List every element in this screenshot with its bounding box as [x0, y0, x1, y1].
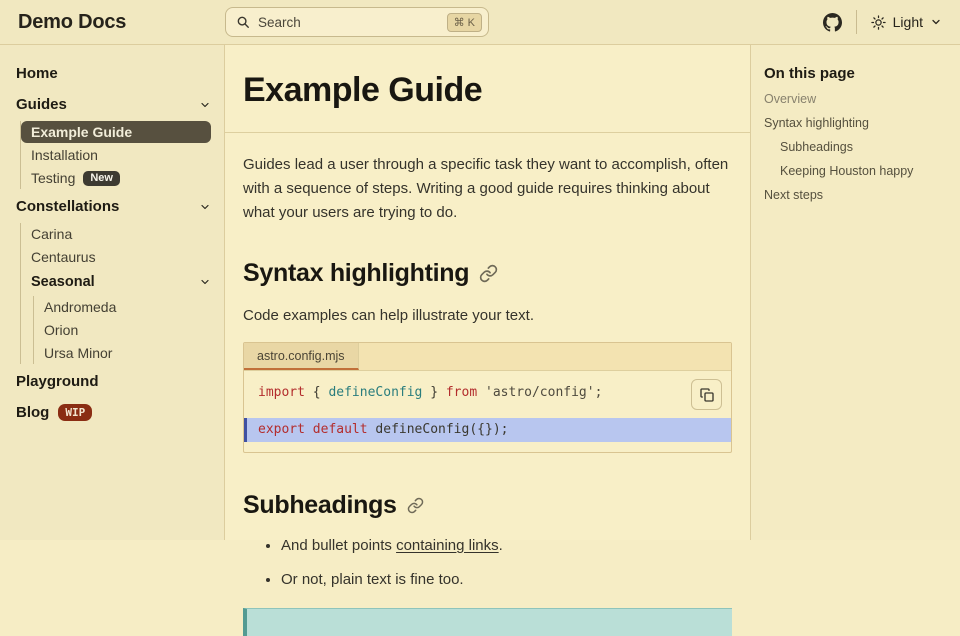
- section-heading-subheadings: [243, 491, 732, 520]
- sidebar-item-playground[interactable]: Playground: [16, 373, 99, 390]
- code-token: }: [422, 385, 446, 400]
- sidebar-item-blog[interactable]: [16, 398, 211, 427]
- note-callout-partial: [243, 608, 732, 636]
- sidebar-item-centaurus[interactable]: Centaurus: [31, 249, 96, 265]
- code-body: [244, 371, 731, 452]
- bullet-text: .: [498, 537, 503, 554]
- sidebar-group-label: Constellations: [16, 198, 120, 215]
- anchor-link-icon[interactable]: [407, 497, 424, 514]
- copy-code-button[interactable]: [691, 379, 722, 410]
- site-title[interactable]: Demo Docs: [18, 10, 127, 33]
- toc-item-overview[interactable]: Overview: [764, 92, 817, 106]
- code-block: [243, 342, 732, 453]
- chevron-down-icon: [199, 201, 211, 213]
- sidebar-item-label: Testing: [31, 170, 76, 186]
- code-token: 'astro/config';: [477, 385, 603, 400]
- sidebar-item-carina[interactable]: Carina: [31, 226, 73, 242]
- new-badge: New: [83, 171, 120, 186]
- code-tab-filename[interactable]: astro.config.mjs: [244, 343, 359, 370]
- intro-paragraph: Guides lead a user through a specific task they want to accomplish, often with a sequence of steps. Writing a good guide requires thinking about what your users are trying to do.: [243, 156, 729, 221]
- toc-item-syntax-highlighting[interactable]: Syntax highlighting: [764, 116, 869, 130]
- code-token: {: [304, 385, 329, 400]
- theme-label: Light: [892, 14, 923, 30]
- sidebar-group-guides-list: [20, 121, 211, 189]
- sidebar-group-guides[interactable]: [16, 90, 211, 119]
- header-divider: [856, 10, 857, 34]
- chevron-down-icon: [930, 16, 942, 28]
- search-placeholder: Search: [258, 14, 301, 30]
- code-line-3-highlighted: [244, 418, 731, 442]
- code-token: default: [312, 422, 368, 437]
- section-heading-syntax-highlighting: [243, 259, 732, 288]
- code-token: [305, 422, 313, 437]
- anchor-link-icon[interactable]: [479, 264, 498, 283]
- sidebar-group-label: Guides: [16, 96, 67, 113]
- chevron-down-icon: [199, 99, 211, 111]
- sidebar-item-orion[interactable]: Orion: [44, 322, 79, 338]
- section-heading-text: Syntax highlighting: [243, 259, 470, 287]
- toc-list: [764, 92, 948, 202]
- sidebar-item-example-guide[interactable]: Example Guide: [21, 121, 211, 143]
- sidebar-item-testing[interactable]: [21, 167, 211, 189]
- code-token: from: [445, 385, 478, 400]
- theme-select[interactable]: [871, 14, 942, 30]
- sun-icon: [871, 15, 886, 30]
- sidebar-item-ursa-minor[interactable]: Ursa Minor: [44, 345, 113, 361]
- toc-item-subheadings[interactable]: Subheadings: [780, 140, 853, 154]
- code-token: defineConfig({});: [367, 422, 509, 437]
- code-tabbar: [244, 343, 731, 371]
- chevron-down-icon: [199, 276, 211, 288]
- search-icon: [236, 15, 250, 29]
- wip-badge: WIP: [58, 404, 92, 421]
- bullet-item-links: [281, 534, 732, 558]
- page-title: Example Guide: [243, 71, 483, 109]
- toc-title: On this page: [764, 65, 855, 82]
- code-token: export: [258, 422, 305, 437]
- code-line-2: [258, 402, 717, 416]
- sidebar-item-label: Blog: [16, 404, 50, 421]
- bullet-text: And bullet points: [281, 537, 397, 554]
- sidebar-group-seasonal-list: [33, 296, 211, 364]
- sidebar-item-andromeda[interactable]: Andromeda: [44, 299, 117, 315]
- code-token: defineConfig: [328, 385, 423, 400]
- sidebar-item-installation[interactable]: Installation: [31, 147, 98, 163]
- code-token: import: [258, 385, 305, 400]
- sidebar-item-home[interactable]: Home: [16, 65, 58, 82]
- title-divider: [225, 132, 750, 133]
- search-input[interactable]: [225, 7, 489, 37]
- sidebar-group-constellations-list: [20, 223, 211, 364]
- sidebar-group-label: Seasonal: [31, 274, 95, 290]
- sidebar-nav: [0, 45, 225, 540]
- section-syntax-paragraph: Code examples can help illustrate your text.: [243, 307, 534, 324]
- bullet-list: [243, 534, 732, 592]
- github-icon[interactable]: [823, 13, 842, 32]
- toc-item-keeping-houston-happy[interactable]: Keeping Houston happy: [780, 164, 914, 178]
- section-heading-text: Subheadings: [243, 491, 397, 519]
- main-content: [225, 45, 750, 588]
- sidebar-group-constellations[interactable]: [16, 192, 211, 221]
- on-this-page-panel: [750, 45, 960, 540]
- code-line-1: [258, 384, 717, 402]
- bullet-item-plain: • Or not, plain text is fine too.: [281, 568, 732, 592]
- sidebar-subgroup-seasonal-wrap: [21, 270, 211, 364]
- toc-item-next-steps[interactable]: Next steps: [764, 188, 824, 202]
- search-shortcut-badge: ⌘ K: [447, 13, 482, 32]
- header-actions: [823, 10, 942, 34]
- containing-links-link[interactable]: containing links: [396, 537, 499, 554]
- sidebar-group-seasonal[interactable]: [21, 270, 211, 294]
- site-header: [0, 0, 960, 45]
